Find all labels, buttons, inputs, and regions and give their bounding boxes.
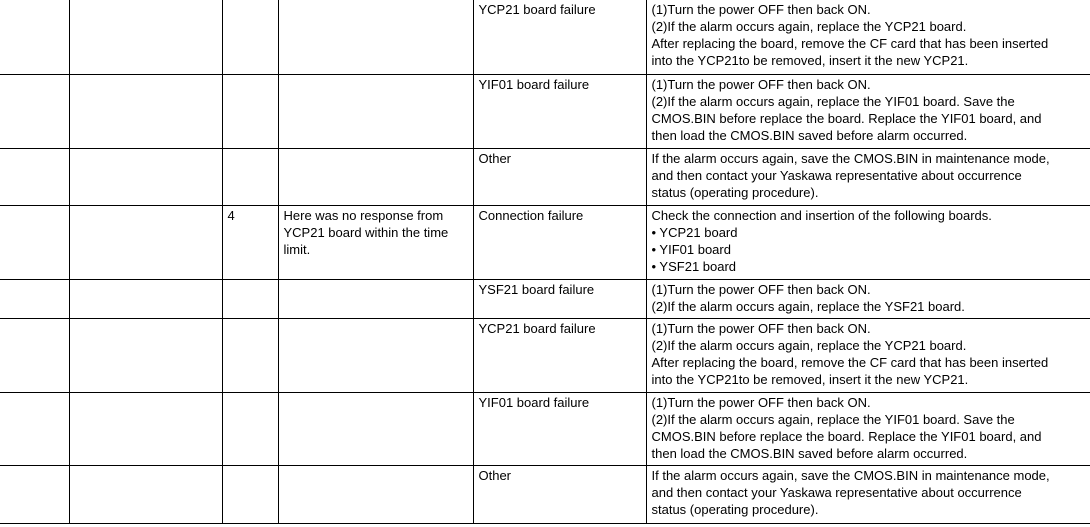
cause-text: YCP21 board failure [478,2,596,17]
cause-text: Other [478,467,512,483]
alarm-name-cell [69,0,222,74]
meaning-cell [278,279,473,318]
cause-cell [473,205,646,279]
remedy-line: (1)Turn the power OFF then back ON. [651,394,871,410]
remedy-line: then load the CMOS.BIN saved before alarm occurred. [651,445,968,461]
cause-text: YSF21 board failure [478,281,595,297]
cause-text: YIF01 board failure [478,76,590,92]
cause-text: Connection failure [478,207,584,223]
subcode-cell [222,74,278,148]
remedy-line: (2)If the alarm occurs again, replace the YCP21 board. [651,337,967,353]
subcode-cell [222,148,278,205]
alarm-number-cell [0,0,69,74]
alarm-number-cell [0,318,69,392]
cause-text: YCP21 board failure [478,320,596,336]
meaning-line: limit. [283,241,311,257]
meaning-cell [278,318,473,392]
remedy-line: and then contact your Yaskawa representative about occurrence [651,167,1022,183]
remedy-line: Check the connection and insertion of the following boards. [651,207,992,223]
table-row [0,205,1090,279]
alarm-name-cell [69,392,222,465]
meaning-cell [278,0,473,74]
remedy-line: CMOS.BIN before replace the board. Replace the YIF01 board, and [651,428,1042,444]
remedy-cell [646,279,1090,318]
cause-cell [473,318,646,392]
alarm-number-cell [0,392,69,465]
meaning-cell [278,465,473,523]
cause-text: YIF01 board failure [478,394,590,410]
remedy-line: If the alarm occurs again, save the CMOS.BIN in maintenance mode, [651,150,1050,166]
alarm-number-cell [0,279,69,318]
remedy-line: • YSF21 board [651,258,737,274]
remedy-line: into the YCP21to be removed, insert it the new YCP21. [651,53,969,68]
remedy-line: (1)Turn the power OFF then back ON. [651,2,871,17]
subcode-cell [222,318,278,392]
subcode-text: 4 [227,207,235,223]
table-row [0,148,1090,205]
subcode-cell [222,465,278,523]
table-row [0,318,1090,392]
cause-cell [473,74,646,148]
cause-cell [473,392,646,465]
remedy-cell [646,148,1090,205]
alarm-name-cell [69,74,222,148]
remedy-line: (2)If the alarm occurs again, replace the YSF21 board. [651,298,965,314]
remedy-line: • YIF01 board [651,241,731,257]
remedy-cell [646,74,1090,148]
remedy-line: into the YCP21to be removed, insert it the new YCP21. [651,371,969,387]
remedy-cell [646,318,1090,392]
remedy-line: (1)Turn the power OFF then back ON. [651,281,871,297]
meaning-cell [278,74,473,148]
subcode-cell [222,279,278,318]
cause-cell [473,279,646,318]
remedy-line: (2)If the alarm occurs again, replace the YCP21 board. [651,19,967,34]
alarm-number-cell [0,148,69,205]
cause-cell [473,148,646,205]
remedy-cell [646,465,1090,523]
table-row [0,279,1090,318]
remedy-line: CMOS.BIN before replace the board. Replace the YIF01 board, and [651,110,1042,126]
alarm-name-cell [69,318,222,392]
meaning-cell [278,205,473,279]
remedy-line: After replacing the board, remove the CF card that has been inserted [651,354,1049,370]
remedy-line: (1)Turn the power OFF then back ON. [651,320,871,336]
remedy-cell [646,392,1090,465]
subcode-cell [222,0,278,74]
alarm-number-cell [0,465,69,523]
remedy-line: status (operating procedure). [651,184,819,200]
remedy-line: (2)If the alarm occurs again, replace the YIF01 board. Save the [651,411,1015,427]
remedy-line: • YCP21 board [651,224,738,240]
remedy-line: If the alarm occurs again, save the CMOS.BIN in maintenance mode, [651,467,1050,483]
table-row [0,0,1090,74]
table-row [0,74,1090,148]
subcode-cell [222,205,278,279]
cause-cell [473,0,646,74]
meaning-cell [278,148,473,205]
table-row [0,465,1090,523]
alarm-name-cell [69,205,222,279]
meaning-line: YCP21 board within the time [283,224,449,240]
alarm-name-cell [69,465,222,523]
remedy-line: then load the CMOS.BIN saved before alarm occurred. [651,127,968,143]
table-row [0,392,1090,465]
remedy-line: After replacing the board, remove the CF card that has been inserted [651,36,1049,51]
alarm-number-cell [0,205,69,279]
remedy-line: and then contact your Yaskawa representative about occurrence [651,484,1022,500]
alarm-name-cell [69,148,222,205]
remedy-line: status (operating procedure). [651,501,819,517]
remedy-cell [646,0,1090,74]
cause-text: Other [478,150,512,166]
meaning-cell [278,392,473,465]
remedy-cell [646,205,1090,279]
remedy-line: (1)Turn the power OFF then back ON. [651,76,871,92]
meaning-line: Here was no response from [283,207,444,223]
cause-cell [473,465,646,523]
alarm-name-cell [69,279,222,318]
alarm-number-cell [0,74,69,148]
remedy-line: (2)If the alarm occurs again, replace the YIF01 board. Save the [651,93,1015,109]
subcode-cell [222,392,278,465]
